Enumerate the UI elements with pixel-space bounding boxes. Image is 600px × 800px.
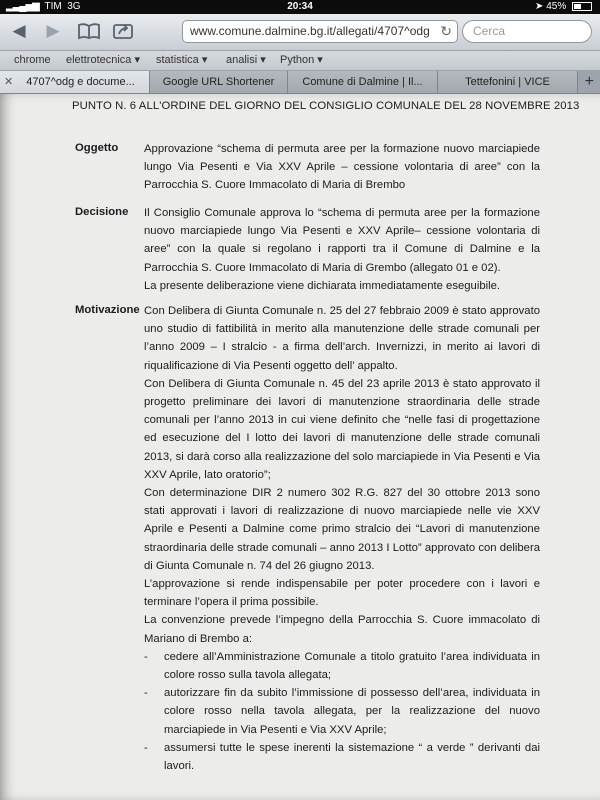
bullet-dash: - — [144, 687, 148, 700]
tab-label: Comune di Dalmine | Il... — [302, 76, 423, 88]
list-item — [144, 648, 540, 684]
tab-comune-dalmine[interactable] — [288, 71, 438, 93]
bookmark-analisi[interactable]: analisi ▾ — [226, 54, 266, 66]
close-icon[interactable]: ✕ — [4, 76, 14, 88]
list-item — [144, 684, 540, 739]
back-arrow-icon[interactable]: ◀ — [12, 21, 26, 40]
motivazione-paragraph: Con determinazione DIR 2 numero 302 R.G. 827 del 30 ottobre 2013 sono stati approvati i lavori di realizzazione di nuovo marciapiede nelle vie XXV Aprile e Pesenti a Dalmine come primo stralcio dei “Lavori di manutenzione straordinaria delle strade comunali – anno 2013 I Lotto” approvato con delibera di Giunta Comunale n. 74 del 26 giugno 2013. — [144, 487, 540, 572]
bullet-text: cedere all’Amministrazione Comunale a titolo gratuito l’area individuata in colore rosso sulla tavola allegata; — [164, 650, 540, 682]
location-arrow-icon: ➤ — [535, 1, 544, 12]
url-field[interactable] — [182, 20, 458, 43]
battery-icon — [572, 2, 592, 11]
status-time: 20:34 — [287, 1, 313, 12]
oggetto-text — [144, 140, 540, 195]
decisione-text — [144, 204, 540, 295]
tab-odg[interactable] — [0, 71, 150, 93]
bullet-dash: - — [144, 650, 148, 663]
tab-vice[interactable] — [438, 71, 578, 93]
list-item — [144, 739, 540, 775]
bullet-dash: - — [144, 741, 148, 754]
motivazione-paragraph: Con Delibera di Giunta Comunale n. 25 del 27 febbraio 2009 è stato approvato uno studio di fattibilità in merito alla manutenzione delle strade comunali per l’anno 2009 – I stralcio - a firma dell’arch. Invernizzi, in merito ai lavori di riqualificazione di Via Pesenti oggetto dell’ appalto. — [144, 305, 540, 372]
signal-icon: ▂▃▄▅▆ — [6, 1, 39, 12]
url-text[interactable]: www.comune.dalmine.bg.it/allegati/4707^odg — [190, 24, 430, 38]
reload-icon[interactable]: ↻ — [440, 23, 452, 39]
tab-label: 4707^odg e docume... — [26, 76, 135, 88]
search-input[interactable]: Cerca — [462, 20, 592, 43]
battery-fill — [574, 4, 581, 9]
motivazione-paragraph: La convenzione prevede l’impegno della Parrocchia S. Cuore immacolato di Mariano di Brembo a: — [144, 614, 540, 645]
carrier-name: TIM — [44, 1, 62, 12]
bullet-text: assumersi tutte le spese inerenti la sistemazione “ a verde ” derivanti dai lavori. — [164, 741, 540, 773]
bookmark-statistica[interactable]: statistica ▾ — [156, 54, 208, 66]
motivazione-paragraph: Con Delibera di Giunta Comunale n. 45 del 23 aprile 2013 è stato approvato il progetto preliminare dei lavori di manutenzione straordinaria delle strade comunali per l’anno 2013 in cui viene definito che “nelle fasi di progettazione ed esecuzione del I lotto dei lavori di manutenzione delle strade comunali 2013, si darà corso alla realizzazione del solo marciapiede in Via Pesenti e Via XXV Aprile, lato oratorio”; — [144, 377, 540, 481]
motivazione-bullets — [144, 648, 540, 775]
decisione-paragraph: Il Consiglio Comunale approva lo “schema di permuta aree per la formazione nuovo marciapiede lungo Via Pesenti e XXV Aprile– cessione volontaria di aree” con la quale si regolano i rapporti tra il Comune di Dalmine e la Parrocchia S. Cuore Immacolato di Maria di Grembo (allegato 01 e 02). — [144, 207, 540, 274]
tab-bar — [0, 71, 600, 94]
browser-toolbar — [0, 14, 600, 51]
plus-icon[interactable]: + — [584, 73, 594, 90]
status-bar — [0, 0, 600, 14]
open-book-icon[interactable] — [78, 20, 100, 42]
tab-label: Google URL Shortener — [162, 76, 275, 88]
document-heading: PUNTO N. 6 ALL'ORDINE DEL GIORNO DEL CONSIGLIO COMUNALE DEL 28 NOVEMBRE 2013 — [72, 100, 580, 112]
bookmark-chrome[interactable]: chrome — [14, 54, 51, 66]
motivazione-paragraph: L’approvazione si rende indispensabile per poter procedere con i lavori e terminare l’opera il prima possibile. — [144, 578, 540, 609]
tab-google-url-shortener[interactable] — [150, 71, 288, 93]
network-type: 3G — [67, 1, 81, 12]
share-icon[interactable] — [112, 20, 134, 42]
decisione-paragraph: La presente deliberazione viene dichiarata immediatamente eseguibile. — [144, 279, 501, 292]
decisione-label: Decisione — [75, 206, 129, 218]
document-page — [0, 94, 600, 800]
battery-percent: 45% — [546, 1, 567, 12]
bookmark-python[interactable]: Python ▾ — [280, 54, 323, 66]
bullet-text: autorizzare fin da subito l’immissione di possesso dell’area, individuata in colore rosso nella tavola allegata, per la realizzazione del nuovo marciapiede in Via Pesenti e Via XXV Aprile; — [164, 687, 540, 736]
forward-arrow-icon[interactable]: ▶ — [46, 21, 60, 40]
oggetto-label: Oggetto — [75, 142, 119, 154]
motivazione-label: Motivazione — [75, 304, 140, 316]
motivazione-text — [144, 302, 540, 775]
bookmarks-bar — [0, 51, 600, 71]
status-right — [535, 0, 592, 14]
oggetto-paragraph: Approvazione “schema di permuta aree per la formazione nuovo marciapiede lungo Via Pesenti e Via XXV Aprile – cessione volontaria di aree” con la Parrocchia S. Cuore Immacolato di Maria di Brembo — [144, 143, 540, 192]
bookmark-elettrotecnica[interactable]: elettrotecnica ▾ — [66, 54, 141, 66]
tab-label: Tettefonini | VICE — [465, 76, 550, 88]
